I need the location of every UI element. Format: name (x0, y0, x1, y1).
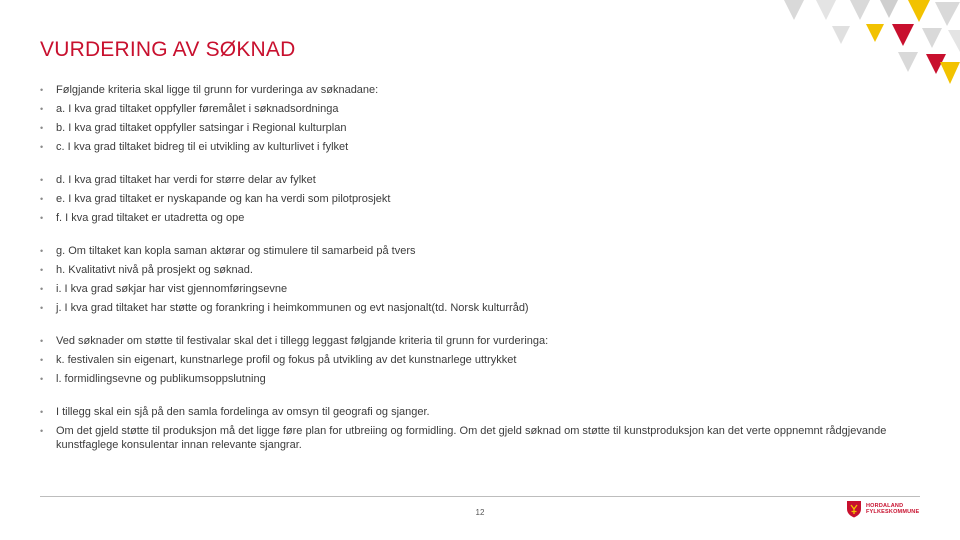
coat-of-arms-icon (846, 500, 862, 518)
bullet-item: • Om det gjeld støtte til produksjon må det ligge føre plan for utbreiing og formidling. Om det gjeld søknad om støtte til kunstproduksjon kan det verte oppnemnt rådgjevande kunstfaglege konsulentar innan relevante sjangrar. (40, 425, 910, 452)
bullet-item: • c. I kva grad tiltaket bidreg til ei utvikling av kulturlivet i fylket (40, 141, 910, 155)
bullet-item: • a. I kva grad tiltaket oppfyller føremålet i søknadsordninga (40, 103, 910, 117)
footer-divider (40, 496, 920, 497)
bullet-group-criteria (40, 84, 910, 155)
bullet-item: • h. Kvalitativt nivå på prosjekt og søknad. (40, 264, 910, 278)
bullet-group-festivals (40, 335, 910, 387)
bullet-item: • j. I kva grad tiltaket har støtte og forankring i heimkommunen og evt nasjonalt(td. Norsk kulturråd) (40, 302, 910, 316)
bullet-list (40, 84, 910, 472)
bullet-item: • f. I kva grad tiltaket er utadretta og ope (40, 212, 910, 226)
page-number: 12 (475, 508, 485, 517)
bullet-group-quality (40, 245, 910, 316)
bullet-item: • I tillegg skal ein sjå på den samla fordelinga av omsyn til geografi og sjanger. (40, 406, 910, 420)
bullet-item: • i. I kva grad søkjar har vist gjennomføringsevne (40, 283, 910, 297)
bullet-item: • Følgjande kriteria skal ligge til grunn for vurderinga av søknadane: (40, 84, 910, 98)
logo-text (866, 503, 919, 516)
hordaland-fylkeskommune-logo (846, 500, 919, 518)
decorative-triangle-pattern (780, 0, 960, 90)
logo-line-2: FYLKESKOMMUNE (866, 509, 920, 515)
bullet-group-reach (40, 174, 910, 226)
logo-line-1: HORDALAND (866, 502, 904, 509)
bullet-item: • g. Om tiltaket kan kopla saman aktørar og stimulere til samarbeid på tvers (40, 245, 910, 259)
bullet-item: • e. I kva grad tiltaket er nyskapande og kan ha verdi som pilotprosjekt (40, 193, 910, 207)
bullet-group-additional (40, 406, 910, 452)
slide-title: VURDERING AV SØKNAD (40, 38, 296, 61)
bullet-item: • l. formidlingsevne og publikumsoppslutning (40, 373, 910, 387)
bullet-item: • k. festivalen sin eigenart, kunstnarlege profil og fokus på utvikling av det kunstnarlege uttrykket (40, 354, 910, 368)
bullet-item: • b. I kva grad tiltaket oppfyller satsingar i Regional kulturplan (40, 122, 910, 136)
bullet-item: • Ved søknader om støtte til festivalar skal det i tillegg leggast følgjande kriteria til grunn for vurderinga: (40, 335, 910, 349)
bullet-item: • d. I kva grad tiltaket har verdi for større delar av fylket (40, 174, 910, 188)
